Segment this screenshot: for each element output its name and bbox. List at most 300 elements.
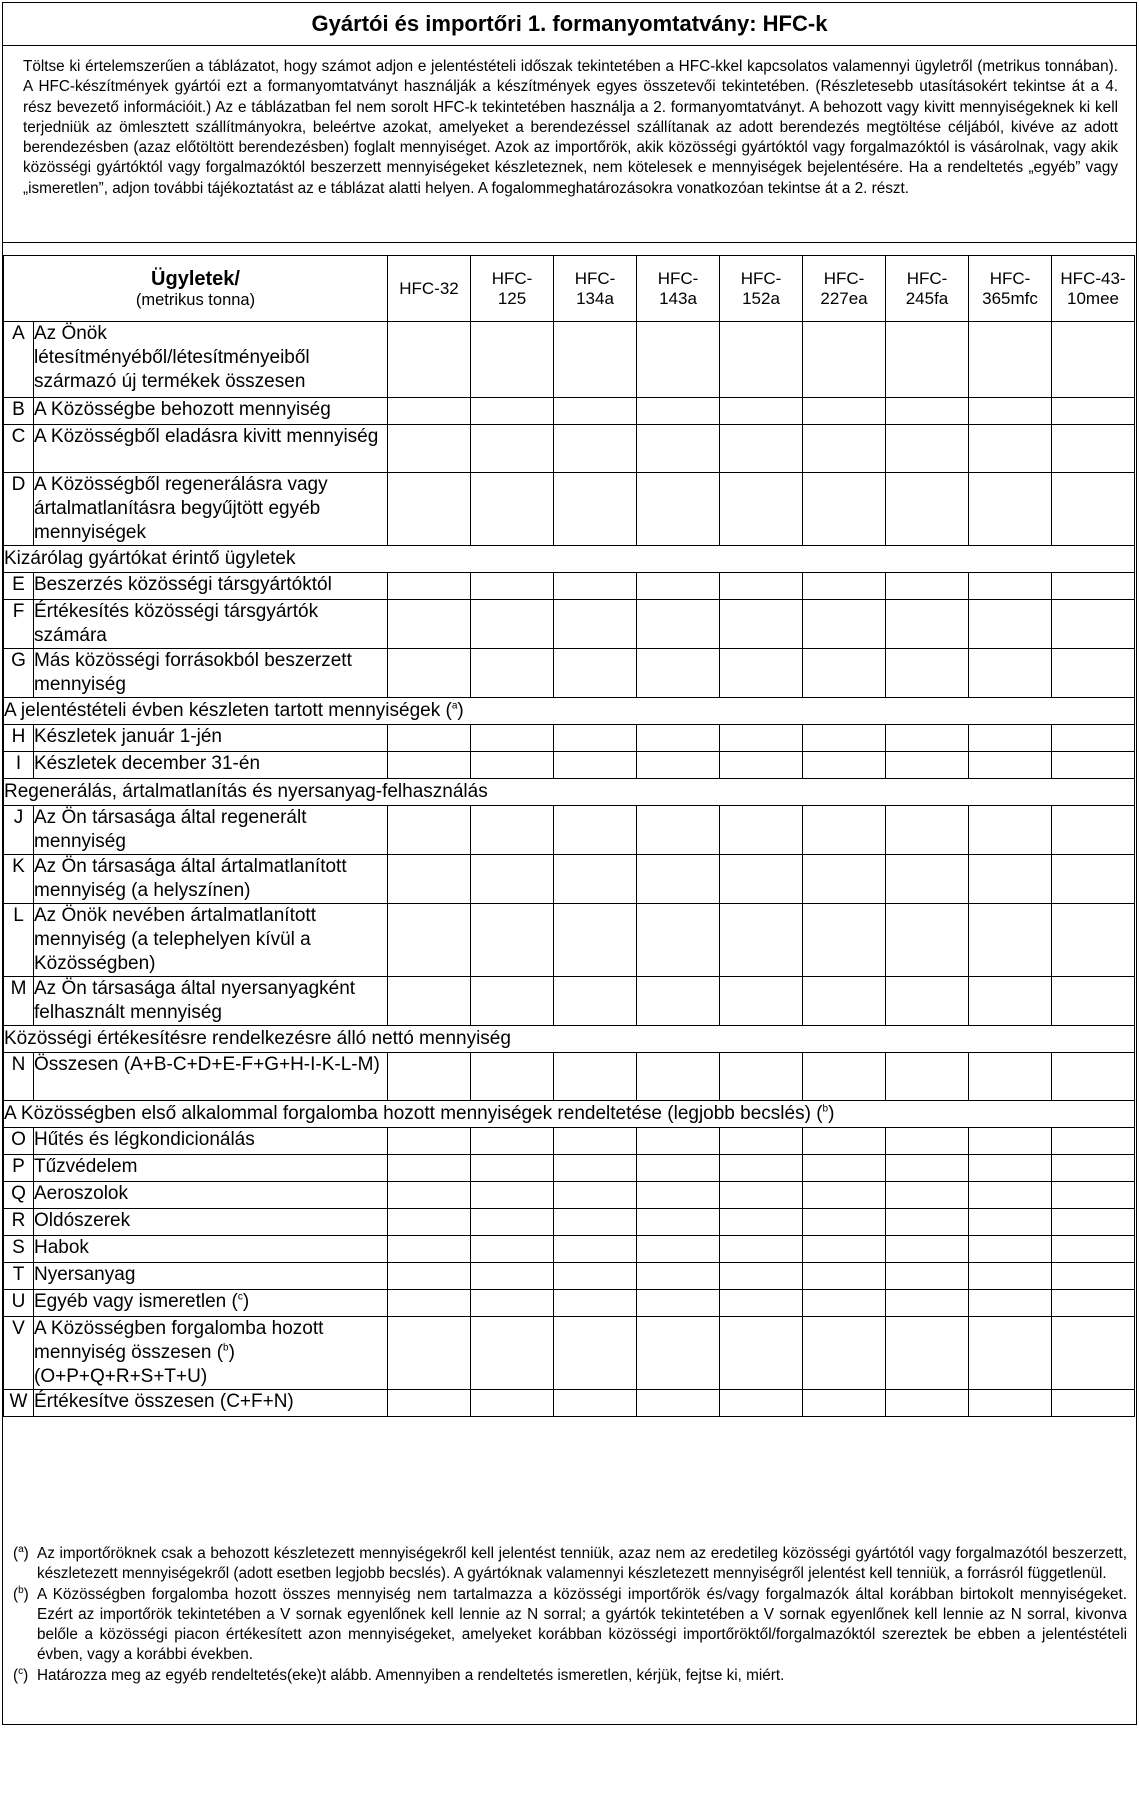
section-header-row xyxy=(4,779,1135,806)
section-title: A jelentéstételi évben készleten tartott mennyiségek ($^a$) xyxy=(4,698,1135,725)
entry-cell[interactable] xyxy=(471,1317,554,1390)
entry-cell[interactable] xyxy=(1052,1209,1135,1236)
row-letter: W xyxy=(4,1390,34,1417)
form-frame xyxy=(2,2,1137,1725)
entry-cell[interactable] xyxy=(1052,1155,1135,1182)
entry-cell[interactable] xyxy=(1052,649,1135,698)
entry-cell[interactable] xyxy=(388,725,471,752)
entry-cell[interactable] xyxy=(886,1290,969,1317)
entry-cell[interactable] xyxy=(637,1053,720,1101)
row-letter: N xyxy=(4,1053,34,1101)
entry-cell[interactable] xyxy=(637,725,720,752)
entry-cell[interactable] xyxy=(969,1053,1052,1101)
entry-cell[interactable] xyxy=(969,806,1052,855)
footnotes xyxy=(13,1544,1127,1686)
entry-cell[interactable] xyxy=(471,1209,554,1236)
row-letter: C xyxy=(4,425,34,473)
entry-cell[interactable] xyxy=(471,1053,554,1101)
entry-cell[interactable] xyxy=(969,725,1052,752)
entry-cell[interactable] xyxy=(886,977,969,1026)
section-header-row xyxy=(4,1026,1135,1053)
entry-cell[interactable] xyxy=(554,1263,637,1290)
column-header: HFC-32 xyxy=(388,256,471,322)
table-row xyxy=(4,725,1135,752)
entry-cell[interactable] xyxy=(471,649,554,698)
entry-cell[interactable] xyxy=(637,977,720,1026)
entry-cell[interactable] xyxy=(471,1155,554,1182)
entry-cell[interactable] xyxy=(554,600,637,649)
entry-cell[interactable] xyxy=(1052,904,1135,977)
row-label: Beszerzés közösségi társgyártóktól xyxy=(34,573,388,600)
table-row xyxy=(4,573,1135,600)
footnote-text: A Közösségben forgalomba hozott összes mennyiség nem tartalmazza a közösségi importőrök és/vagy forgalmazók által korábban birtokolt mennyiségeket. Ezért az importőrök tekintetében a V sornak egyenlőnek kell lennie az N sorral; a gyártók tekintetében a V sornak egyenlőnek kell lennie az N sorral, kivonva belőle a közösségi piacon értékesített azon mennyiségeket, amelyeket korábban közösségi importőröktől/forgalmazóktól szereztek be ebben a jelentéstételi évben, vagy a korábbi években. xyxy=(37,1585,1127,1664)
entry-cell[interactable] xyxy=(1052,1053,1135,1101)
entry-cell[interactable] xyxy=(720,573,803,600)
entry-cell[interactable] xyxy=(720,1155,803,1182)
table-row xyxy=(4,473,1135,546)
entry-cell[interactable] xyxy=(720,725,803,752)
entry-cell[interactable] xyxy=(720,1182,803,1209)
row-label: A Közösségből eladásra kivitt mennyiség xyxy=(34,425,388,473)
entry-cell[interactable] xyxy=(637,398,720,425)
entry-cell[interactable] xyxy=(969,1263,1052,1290)
entry-cell[interactable] xyxy=(886,322,969,398)
entry-cell[interactable] xyxy=(1052,806,1135,855)
entry-cell[interactable] xyxy=(554,1317,637,1390)
entry-cell[interactable] xyxy=(720,1263,803,1290)
section-title: Kizárólag gyártókat érintő ügyletek xyxy=(4,546,1135,573)
entry-cell[interactable] xyxy=(803,322,886,398)
entry-cell[interactable] xyxy=(554,1290,637,1317)
entry-cell[interactable] xyxy=(803,904,886,977)
entry-cell[interactable] xyxy=(1052,1263,1135,1290)
table-row xyxy=(4,904,1135,977)
entry-cell[interactable] xyxy=(969,1236,1052,1263)
section-title: A Közösségben első alkalommal forgalomba hozott mennyiségek rendeltetése (legjobb becslés) ($^b$) xyxy=(4,1101,1135,1128)
entry-cell[interactable] xyxy=(886,1155,969,1182)
entry-cell[interactable] xyxy=(471,1263,554,1290)
table-row xyxy=(4,322,1135,398)
entry-cell[interactable] xyxy=(720,1128,803,1155)
entry-cell[interactable] xyxy=(720,1209,803,1236)
column-header: HFC- 125 xyxy=(471,256,554,322)
row-label: Más közösségi forrásokból beszerzett mennyiség xyxy=(34,649,388,698)
entry-cell[interactable] xyxy=(803,855,886,904)
entry-cell[interactable] xyxy=(554,398,637,425)
entry-cell[interactable] xyxy=(388,322,471,398)
row-label: Aeroszolok xyxy=(34,1182,388,1209)
entry-cell[interactable] xyxy=(388,473,471,546)
entry-cell[interactable] xyxy=(471,322,554,398)
entry-cell[interactable] xyxy=(388,1053,471,1101)
entry-cell[interactable] xyxy=(803,1290,886,1317)
row-label: Összesen (A+B-C+D+E-F+G+H-I-K-L-M) xyxy=(34,1053,388,1101)
entry-cell[interactable] xyxy=(388,649,471,698)
section-title: Regenerálás, ártalmatlanítás és nyersanyag-felhasználás xyxy=(4,779,1135,806)
row-letter: L xyxy=(4,904,34,977)
entry-cell[interactable] xyxy=(886,725,969,752)
entry-cell[interactable] xyxy=(471,1390,554,1417)
entry-cell[interactable] xyxy=(388,1390,471,1417)
entry-cell[interactable] xyxy=(554,1155,637,1182)
entry-cell[interactable] xyxy=(720,649,803,698)
entry-cell[interactable] xyxy=(471,725,554,752)
entry-cell[interactable] xyxy=(554,855,637,904)
entry-cell[interactable] xyxy=(388,1317,471,1390)
entry-cell[interactable] xyxy=(637,1263,720,1290)
entry-cell[interactable] xyxy=(637,425,720,473)
entry-cell[interactable] xyxy=(1052,855,1135,904)
entry-cell[interactable] xyxy=(637,855,720,904)
table-row xyxy=(4,1236,1135,1263)
table-row xyxy=(4,806,1135,855)
entry-cell[interactable] xyxy=(886,600,969,649)
entry-cell[interactable] xyxy=(803,806,886,855)
row-label: Értékesítés közösségi társgyártók számára xyxy=(34,600,388,649)
row-label: Habok xyxy=(34,1236,388,1263)
entry-cell[interactable] xyxy=(637,1290,720,1317)
entry-cell[interactable] xyxy=(1052,977,1135,1026)
row-label: Hűtés és légkondicionálás xyxy=(34,1128,388,1155)
entry-cell[interactable] xyxy=(637,1390,720,1417)
entry-cell[interactable] xyxy=(1052,1317,1135,1390)
entry-cell[interactable] xyxy=(803,1317,886,1390)
entry-cell[interactable] xyxy=(388,1263,471,1290)
row-letter: J xyxy=(4,806,34,855)
entry-cell[interactable] xyxy=(803,1128,886,1155)
entry-cell[interactable] xyxy=(720,806,803,855)
row-label: Az Önök létesítményéből/létesítményeiből származó új termékek összesen xyxy=(34,322,388,398)
entry-cell[interactable] xyxy=(637,1182,720,1209)
entry-cell[interactable] xyxy=(720,904,803,977)
entry-cell[interactable] xyxy=(388,600,471,649)
entry-cell[interactable] xyxy=(969,322,1052,398)
entry-cell[interactable] xyxy=(720,1390,803,1417)
row-letter: E xyxy=(4,573,34,600)
entry-cell[interactable] xyxy=(969,904,1052,977)
entry-cell[interactable] xyxy=(637,1236,720,1263)
entry-cell[interactable] xyxy=(886,855,969,904)
row-letter: U xyxy=(4,1290,34,1317)
entry-cell[interactable] xyxy=(388,1290,471,1317)
entry-cell[interactable] xyxy=(1052,1236,1135,1263)
footnote-text: Az importőröknek csak a behozott készletezett mennyiségekről kell jelentést tenniük, azaz nem az eredetileg közösségi gyártótól vagy forgalmazótól beszerzett, készletezett mennyiségekről (adott esetben legjobb becslés). A gyártóknak valamennyi készletezett mennyiségről jelentést kell tenniük, a forrásról függetlenül. xyxy=(37,1545,1127,1583)
entry-cell[interactable] xyxy=(803,1263,886,1290)
row-label: Nyersanyag xyxy=(34,1263,388,1290)
row-label: Készletek január 1-jén xyxy=(34,725,388,752)
entry-cell[interactable] xyxy=(886,1182,969,1209)
entry-cell[interactable] xyxy=(720,600,803,649)
entry-cell[interactable] xyxy=(969,855,1052,904)
entry-cell[interactable] xyxy=(388,855,471,904)
entry-cell[interactable] xyxy=(471,573,554,600)
entry-cell[interactable] xyxy=(471,977,554,1026)
footnote-mark: ($^a$) xyxy=(13,1543,29,1562)
entry-cell[interactable] xyxy=(803,725,886,752)
entry-cell[interactable] xyxy=(554,1390,637,1417)
entry-cell[interactable] xyxy=(554,977,637,1026)
entry-cell[interactable] xyxy=(969,752,1052,779)
table-header-row xyxy=(4,256,1135,322)
row-letter: H xyxy=(4,725,34,752)
entry-cell[interactable] xyxy=(637,752,720,779)
entry-cell[interactable] xyxy=(554,904,637,977)
entry-cell[interactable] xyxy=(886,1236,969,1263)
entry-cell[interactable] xyxy=(803,1155,886,1182)
row-letter: V xyxy=(4,1317,34,1390)
entry-cell[interactable] xyxy=(637,322,720,398)
entry-cell[interactable] xyxy=(388,1236,471,1263)
row-label: A Közösségben forgalomba hozott mennyiség összesen ($^b$) (O+P+Q+R+S+T+U) xyxy=(34,1317,388,1390)
column-header: HFC-43- 10mee xyxy=(1052,256,1135,322)
row-letter: D xyxy=(4,473,34,546)
entry-cell[interactable] xyxy=(803,573,886,600)
entry-cell[interactable] xyxy=(554,725,637,752)
entry-cell[interactable] xyxy=(471,473,554,546)
entry-cell[interactable] xyxy=(388,1182,471,1209)
entry-cell[interactable] xyxy=(471,904,554,977)
transactions-header-unit: (metrikus tonna) xyxy=(135,290,256,309)
column-header: HFC- 365mfc xyxy=(969,256,1052,322)
footnote xyxy=(13,1585,1127,1666)
row-label: Az Ön társasága által ártalmatlanított mennyiség (a helyszínen) xyxy=(34,855,388,904)
entry-cell[interactable] xyxy=(720,398,803,425)
table-row xyxy=(4,1155,1135,1182)
column-header: HFC- 227ea xyxy=(803,256,886,322)
entry-cell[interactable] xyxy=(720,855,803,904)
entry-cell[interactable] xyxy=(886,806,969,855)
hfc-transactions-table xyxy=(3,255,1135,1417)
entry-cell[interactable] xyxy=(388,425,471,473)
entry-cell[interactable] xyxy=(803,425,886,473)
entry-cell[interactable] xyxy=(637,600,720,649)
table-row xyxy=(4,398,1135,425)
entry-cell[interactable] xyxy=(720,1317,803,1390)
entry-cell[interactable] xyxy=(886,425,969,473)
section-header-row xyxy=(4,698,1135,725)
table-row xyxy=(4,1209,1135,1236)
entry-cell[interactable] xyxy=(471,398,554,425)
entry-cell[interactable] xyxy=(969,473,1052,546)
entry-cell[interactable] xyxy=(554,806,637,855)
entry-cell[interactable] xyxy=(637,473,720,546)
entry-cell[interactable] xyxy=(886,473,969,546)
entry-cell[interactable] xyxy=(886,1317,969,1390)
table-row xyxy=(4,1053,1135,1101)
entry-cell[interactable] xyxy=(969,977,1052,1026)
entry-cell[interactable] xyxy=(720,1236,803,1263)
entry-cell[interactable] xyxy=(637,904,720,977)
footnote xyxy=(13,1666,1127,1686)
entry-cell[interactable] xyxy=(388,752,471,779)
row-letter: G xyxy=(4,649,34,698)
entry-cell[interactable] xyxy=(554,1209,637,1236)
entry-cell[interactable] xyxy=(471,806,554,855)
table-row xyxy=(4,977,1135,1026)
row-letter: S xyxy=(4,1236,34,1263)
entry-cell[interactable] xyxy=(720,1053,803,1101)
row-label: Tűzvédelem xyxy=(34,1155,388,1182)
entry-cell[interactable] xyxy=(1052,473,1135,546)
entry-cell[interactable] xyxy=(637,1209,720,1236)
entry-cell[interactable] xyxy=(886,1128,969,1155)
entry-cell[interactable] xyxy=(969,573,1052,600)
entry-cell[interactable] xyxy=(1052,1182,1135,1209)
column-header: HFC- 143a xyxy=(637,256,720,322)
entry-cell[interactable] xyxy=(471,1290,554,1317)
entry-cell[interactable] xyxy=(554,322,637,398)
entry-cell[interactable] xyxy=(886,904,969,977)
row-label: Készletek december 31-én xyxy=(34,752,388,779)
entry-cell[interactable] xyxy=(554,573,637,600)
entry-cell[interactable] xyxy=(471,1182,554,1209)
entry-cell[interactable] xyxy=(803,1209,886,1236)
row-label: Az Ön társasága által nyersanyagként felhasznált mennyiség xyxy=(34,977,388,1026)
entry-cell[interactable] xyxy=(1052,398,1135,425)
entry-cell[interactable] xyxy=(803,1390,886,1417)
entry-cell[interactable] xyxy=(637,649,720,698)
entry-cell[interactable] xyxy=(969,1155,1052,1182)
table-row xyxy=(4,1263,1135,1290)
row-letter: A xyxy=(4,322,34,398)
entry-cell[interactable] xyxy=(388,806,471,855)
table-row xyxy=(4,1128,1135,1155)
column-header: HFC- 134a xyxy=(554,256,637,322)
entry-cell[interactable] xyxy=(388,573,471,600)
entry-cell[interactable] xyxy=(803,1236,886,1263)
column-header: HFC- 152a xyxy=(720,256,803,322)
entry-cell[interactable] xyxy=(803,600,886,649)
entry-cell[interactable] xyxy=(969,1128,1052,1155)
form-title: Gyártói és importőri 1. formanyomtatvány: HFC-k xyxy=(3,3,1136,46)
entry-cell[interactable] xyxy=(886,398,969,425)
entry-cell[interactable] xyxy=(554,649,637,698)
entry-cell[interactable] xyxy=(637,1155,720,1182)
entry-cell[interactable] xyxy=(969,1290,1052,1317)
entry-cell[interactable] xyxy=(886,573,969,600)
entry-cell[interactable] xyxy=(637,806,720,855)
entry-cell[interactable] xyxy=(720,473,803,546)
entry-cell[interactable] xyxy=(637,573,720,600)
entry-cell[interactable] xyxy=(1052,725,1135,752)
row-label: Értékesítve összesen (C+F+N) xyxy=(34,1390,388,1417)
entry-cell[interactable] xyxy=(803,473,886,546)
entry-cell[interactable] xyxy=(554,1128,637,1155)
entry-cell[interactable] xyxy=(1052,1390,1135,1417)
entry-cell[interactable] xyxy=(969,425,1052,473)
entry-cell[interactable] xyxy=(388,904,471,977)
row-letter: B xyxy=(4,398,34,425)
entry-cell[interactable] xyxy=(720,752,803,779)
entry-cell[interactable] xyxy=(1052,1290,1135,1317)
entry-cell[interactable] xyxy=(1052,322,1135,398)
entry-cell[interactable] xyxy=(969,649,1052,698)
entry-cell[interactable] xyxy=(388,977,471,1026)
entry-cell[interactable] xyxy=(886,1390,969,1417)
entry-cell[interactable] xyxy=(969,1317,1052,1390)
entry-cell[interactable] xyxy=(471,425,554,473)
entry-cell[interactable] xyxy=(969,1209,1052,1236)
entry-cell[interactable] xyxy=(886,1263,969,1290)
entry-cell[interactable] xyxy=(886,649,969,698)
footnote-text: Határozza meg az egyéb rendeltetés(eke)t alább. Amennyiben a rendeltetés ismeretlen, kérjük, fejtse ki, miért. xyxy=(37,1666,785,1684)
entry-cell[interactable] xyxy=(720,1290,803,1317)
row-label: Egyéb vagy ismeretlen ($^c$) xyxy=(34,1290,388,1317)
entry-cell[interactable] xyxy=(388,398,471,425)
entry-cell[interactable] xyxy=(554,752,637,779)
entry-cell[interactable] xyxy=(388,1209,471,1236)
row-label: Az Ön társasága által regenerált mennyiség xyxy=(34,806,388,855)
entry-cell[interactable] xyxy=(969,600,1052,649)
entry-cell[interactable] xyxy=(720,425,803,473)
entry-cell[interactable] xyxy=(720,322,803,398)
entry-cell[interactable] xyxy=(1052,425,1135,473)
section-header-row xyxy=(4,1101,1135,1128)
table-row xyxy=(4,855,1135,904)
entry-cell[interactable] xyxy=(1052,600,1135,649)
entry-cell[interactable] xyxy=(388,1128,471,1155)
instructions-text: Töltse ki értelemszerűen a táblázatot, hogy számot adjon e jelentéstételi időszak tekintetében a HFC-kkel kapcsolatos valamennyi ügyletről (metrikus tonnában). A HFC-készítmények gyártói ezt a formanyomtatványt használják a készítmények egyes összetevői tekintetében. (Részletesebb utasításokért tekintse át a 4. rész bevezető információit.) Az e táblázatban fel nem sorolt HFC-k tekintetében használja a 2. formanyomtatványt. A behozott vagy kivitt mennyiségeknek ki kell terjedniük az ömlesztett szállítmányokra, beleértve azokat, amelyeket a berendezéssel szállítanak az adott berendezés megtöltése céljából, kivéve az adott berendezésben (azaz előtöltött berendezésben) foglalt mennyiséget. Azok az importőrök, akik közösségi gyártóktól vagy forgalmazóktól is vásárolnak, vagy akik közösségi gyártóktól vagy forgalmazóktól beszerzett mennyiségeket készleteznek, nem kötelesek e mennyiségek bejelentésére. Ha a rendeltetés „egyéb” vagy „ismeretlen”, adjon további tájékoztatást az e táblázat alatti helyen. A fogalommeghatározásokra vonatkozóan tekintse át a 2. részt. xyxy=(3,46,1136,243)
entry-cell[interactable] xyxy=(720,977,803,1026)
row-letter: T xyxy=(4,1263,34,1290)
row-label: Az Önök nevében ártalmatlanított mennyiség (a telephelyen kívül a Közösségben) xyxy=(34,904,388,977)
entry-cell[interactable] xyxy=(1052,752,1135,779)
entry-cell[interactable] xyxy=(554,1236,637,1263)
entry-cell[interactable] xyxy=(886,1209,969,1236)
table-row xyxy=(4,1317,1135,1390)
entry-cell[interactable] xyxy=(1052,573,1135,600)
entry-cell[interactable] xyxy=(803,977,886,1026)
entry-cell[interactable] xyxy=(554,1053,637,1101)
entry-cell[interactable] xyxy=(803,649,886,698)
section-title: Közösségi értékesítésre rendelkezésre álló nettó mennyiség xyxy=(4,1026,1135,1053)
entry-cell[interactable] xyxy=(471,1236,554,1263)
entry-cell[interactable] xyxy=(471,1128,554,1155)
row-letter: I xyxy=(4,752,34,779)
row-label: Oldószerek xyxy=(34,1209,388,1236)
entry-cell[interactable] xyxy=(471,600,554,649)
entry-cell[interactable] xyxy=(1052,1128,1135,1155)
transactions-header-title: Ügyletek/ xyxy=(151,267,240,290)
entry-cell[interactable] xyxy=(637,1317,720,1390)
entry-cell[interactable] xyxy=(886,752,969,779)
table-row xyxy=(4,1290,1135,1317)
row-letter: F xyxy=(4,600,34,649)
entry-cell[interactable] xyxy=(637,1128,720,1155)
entry-cell[interactable] xyxy=(471,855,554,904)
entry-cell[interactable] xyxy=(803,398,886,425)
entry-cell[interactable] xyxy=(803,1182,886,1209)
entry-cell[interactable] xyxy=(554,425,637,473)
table-row xyxy=(4,1390,1135,1417)
entry-cell[interactable] xyxy=(554,1182,637,1209)
entry-cell[interactable] xyxy=(554,473,637,546)
entry-cell[interactable] xyxy=(388,1155,471,1182)
entry-cell[interactable] xyxy=(886,1053,969,1101)
entry-cell[interactable] xyxy=(471,752,554,779)
entry-cell[interactable] xyxy=(969,1390,1052,1417)
entry-cell[interactable] xyxy=(803,752,886,779)
entry-cell[interactable] xyxy=(803,1053,886,1101)
section-header-row xyxy=(4,546,1135,573)
table-row xyxy=(4,752,1135,779)
footnote-mark: ($^b$) xyxy=(13,1584,29,1603)
row-letter: Q xyxy=(4,1182,34,1209)
entry-cell[interactable] xyxy=(969,1182,1052,1209)
row-letter: P xyxy=(4,1155,34,1182)
entry-cell[interactable] xyxy=(969,398,1052,425)
table-row xyxy=(4,649,1135,698)
